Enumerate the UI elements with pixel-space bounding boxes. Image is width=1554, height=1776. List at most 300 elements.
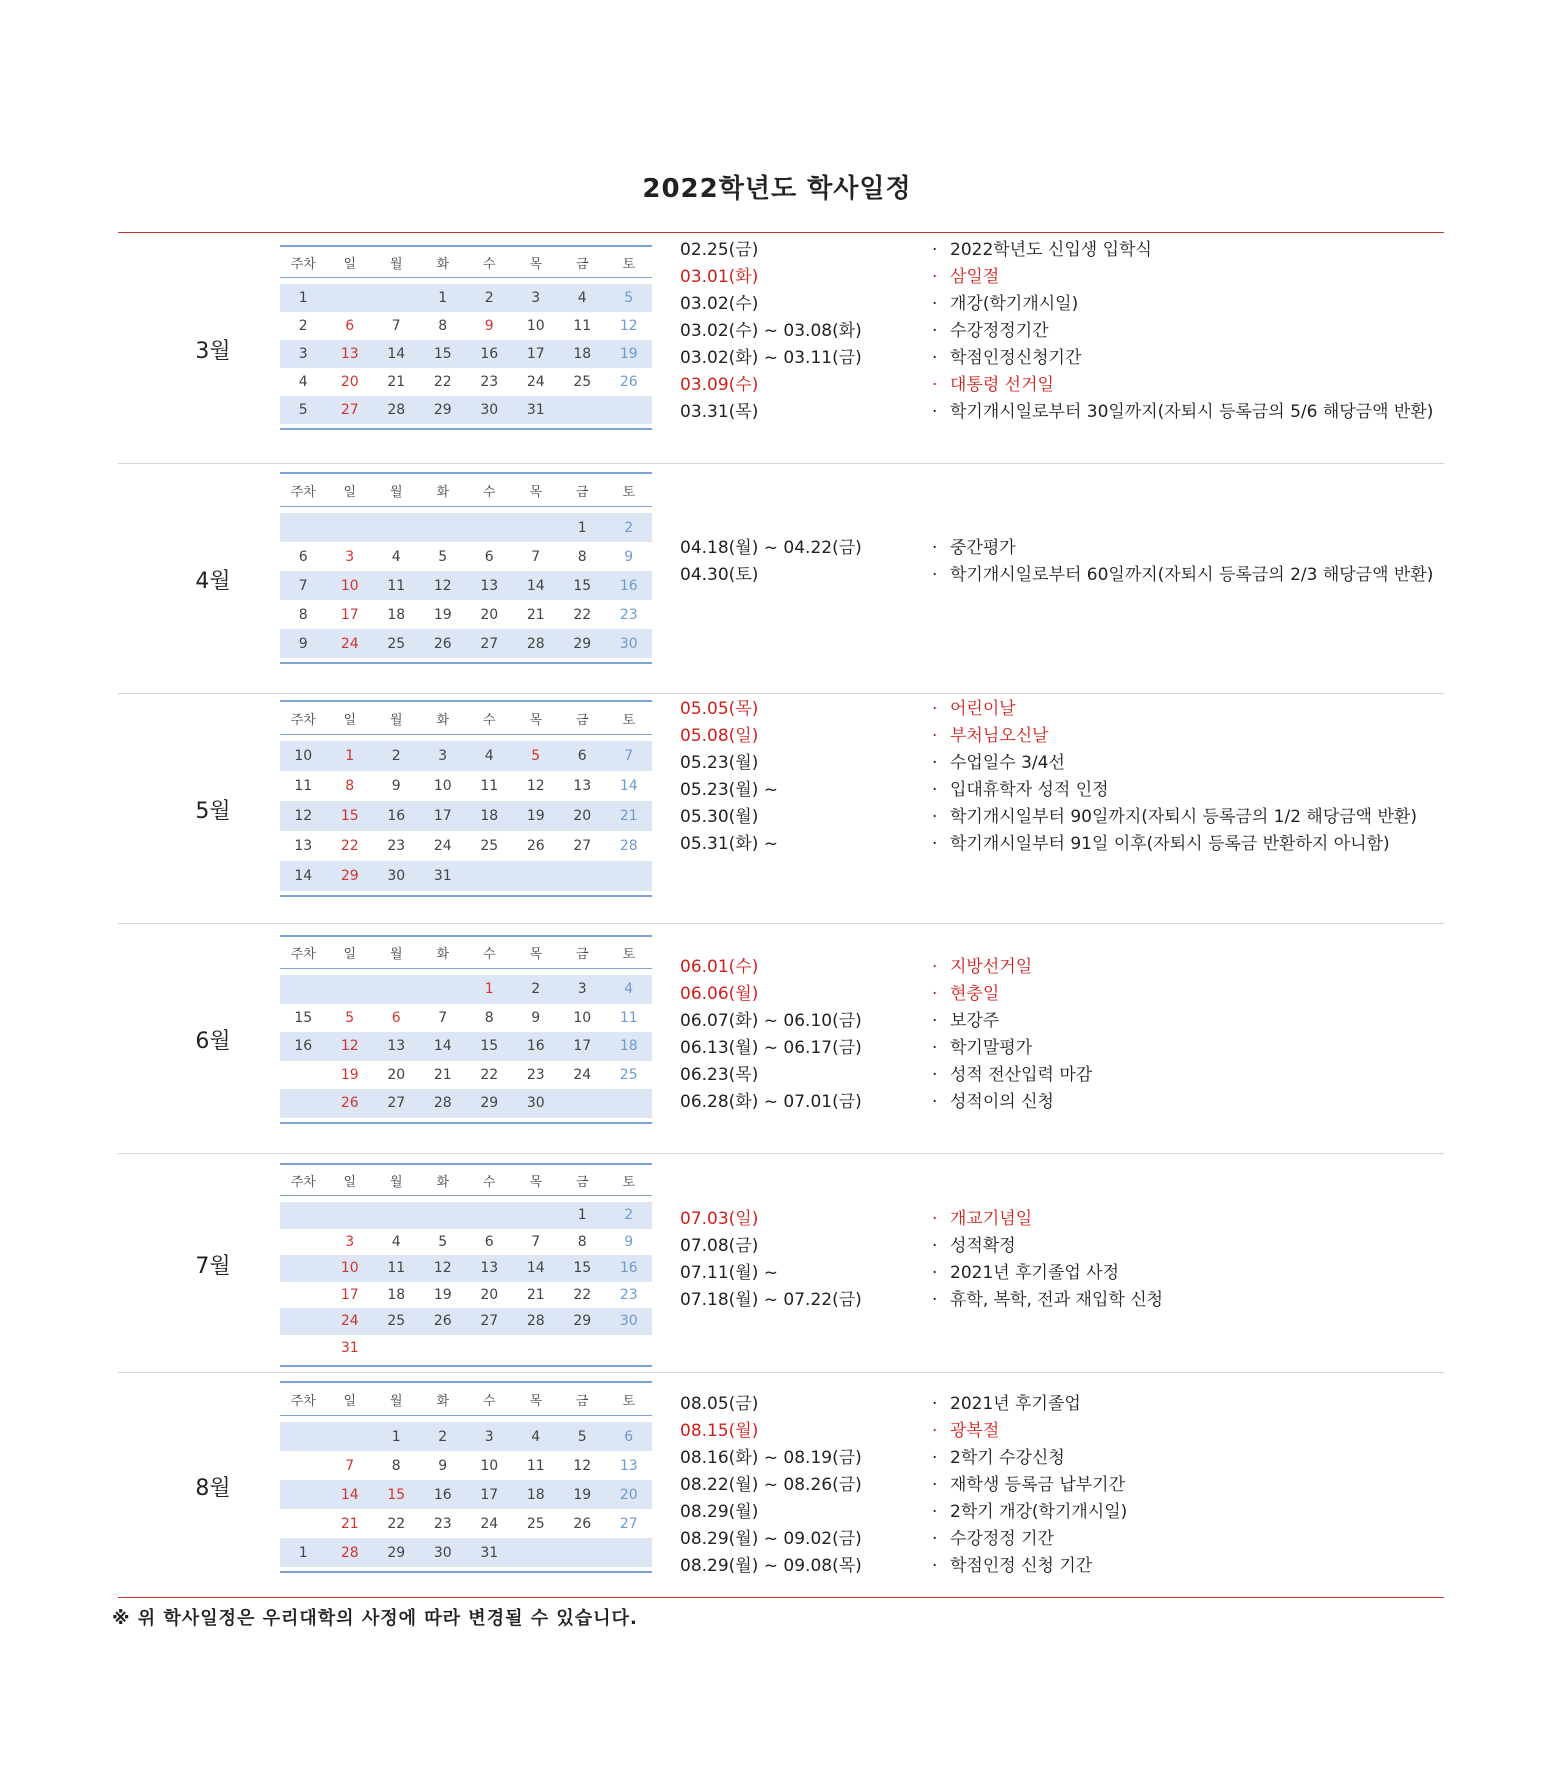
bullet: · (932, 957, 938, 977)
calendar-header-cell: 금 (575, 256, 589, 272)
calendar-header-cell: 일 (343, 256, 357, 272)
calendar-week-row (280, 368, 652, 396)
bullet: · (932, 538, 938, 558)
event-description (932, 1418, 1440, 1445)
event-date: 08.29(월) ~ 09.08(목) (680, 1556, 862, 1576)
bullet: · (932, 1065, 938, 1085)
event-text: 2021년 후기졸업 사정 (950, 1263, 1120, 1283)
bullet: · (932, 1394, 938, 1414)
calendar-day: 20 (619, 1486, 638, 1503)
calendar-day (466, 1202, 513, 1229)
calendar-day: 13 (619, 1457, 638, 1474)
calendar-header-cell: 금 (575, 712, 589, 728)
calendar-day: 22 (433, 374, 452, 390)
calendar-day: 5 (624, 290, 634, 306)
calendar-day: 5 (345, 1009, 355, 1026)
event-description (932, 318, 1440, 345)
calendar-day (513, 1335, 560, 1362)
calendar-day: 9 (531, 1009, 541, 1026)
calendar-day (513, 861, 560, 891)
calendar-header (280, 474, 652, 507)
calendar-day (420, 975, 467, 1004)
week-number: 1 (298, 1544, 308, 1561)
bullet: · (932, 402, 938, 422)
calendar-day: 24 (526, 374, 545, 390)
bullet: · (932, 1263, 938, 1283)
calendar-day: 8 (391, 1457, 401, 1474)
calendar-day: 14 (340, 1486, 359, 1503)
week-number (280, 1422, 327, 1451)
calendar-day: 24 (340, 1313, 359, 1330)
calendar-day (373, 975, 420, 1004)
calendar-day: 17 (433, 808, 452, 824)
calendar-day (606, 1538, 653, 1567)
week-number (280, 1480, 327, 1509)
event-text: 수강정정기간 (950, 321, 1049, 341)
calendar-day: 29 (433, 402, 452, 418)
calendar-day: 30 (619, 635, 638, 652)
month-label: 6월 (195, 1029, 231, 1054)
week-number: 9 (298, 635, 308, 652)
event-text: 지방선거일 (950, 957, 1033, 977)
event-item (680, 1472, 1440, 1499)
week-number (280, 1308, 327, 1335)
event-text: 학기개시일부터 91일 이후(자퇴시 등록금 반환하지 아니함) (950, 834, 1390, 854)
calendar-day: 20 (480, 606, 499, 623)
event-item (680, 345, 1440, 372)
calendar-day: 24 (340, 635, 359, 652)
calendar-day: 28 (526, 635, 545, 652)
event-description (932, 1553, 1440, 1580)
calendar-day: 30 (619, 1313, 638, 1330)
event-date: 07.08(금) (680, 1236, 759, 1256)
calendar-day: 1 (391, 1428, 401, 1445)
week-number: 1 (298, 290, 308, 306)
calendar-week-row (280, 1538, 652, 1567)
calendar-day: 2 (391, 748, 401, 764)
calendar-day: 16 (619, 1260, 638, 1277)
event-text: 개교기념일 (950, 1209, 1033, 1229)
bullet: · (932, 1209, 938, 1229)
event-text: 입대휴학자 성적 인정 (950, 780, 1109, 800)
calendar-day: 10 (433, 778, 452, 794)
event-date: 03.01(화) (680, 267, 759, 287)
event-list (680, 237, 1440, 426)
calendar-week-row (280, 571, 652, 600)
calendar-header-cell: 주차 (290, 256, 316, 272)
calendar-week-row (280, 312, 652, 340)
calendar-day: 25 (387, 1313, 406, 1330)
calendar-day: 8 (438, 318, 448, 334)
calendar-day (606, 1089, 653, 1118)
calendar-day: 13 (340, 346, 359, 362)
calendar-day: 30 (387, 868, 406, 884)
calendar-day: 14 (619, 778, 638, 794)
calendar-bottom-rule (280, 1122, 652, 1124)
event-description (932, 1445, 1440, 1472)
calendar-header-cell: 월 (389, 256, 403, 272)
week-number: 4 (298, 374, 308, 390)
calendar-header-cell: 월 (389, 712, 403, 728)
calendar-day: 2 (484, 290, 494, 306)
calendar-week-row (280, 771, 652, 801)
event-item (680, 1553, 1440, 1580)
calendar-day (420, 1335, 467, 1362)
calendar-header-cell: 수 (482, 256, 496, 272)
bullet: · (932, 1038, 938, 1058)
week-number (280, 1451, 327, 1480)
calendar-header-cell: 월 (389, 947, 403, 962)
calendar-day: 2 (624, 519, 634, 536)
calendar-day: 25 (387, 635, 406, 652)
event-text: 수업일수 3/4선 (950, 753, 1065, 773)
event-description (932, 723, 1440, 750)
calendar-week-row (280, 542, 652, 571)
calendar-header-cell: 수 (482, 1174, 496, 1190)
calendar-day: 7 (624, 748, 634, 764)
calendar-day: 10 (526, 318, 545, 334)
week-number (280, 975, 327, 1004)
bullet: · (932, 375, 938, 395)
event-date: 07.18(월) ~ 07.22(금) (680, 1290, 862, 1310)
calendar-day: 8 (345, 778, 355, 794)
calendar-day: 19 (573, 1486, 592, 1503)
calendar-day: 25 (526, 1515, 545, 1532)
calendar-week-row (280, 600, 652, 629)
calendar-day: 12 (433, 577, 452, 594)
calendar-day: 11 (387, 577, 406, 594)
event-item (680, 750, 1440, 777)
event-description (932, 1526, 1440, 1553)
calendar-bottom-rule (280, 428, 652, 430)
bullet: · (932, 1092, 938, 1112)
calendar-day: 8 (577, 548, 587, 565)
calendar-header-cell: 주차 (290, 1393, 316, 1409)
event-description (932, 1472, 1440, 1499)
calendar-day (327, 284, 374, 312)
event-text: 보강주 (950, 1011, 1000, 1031)
calendar-day: 22 (387, 1515, 406, 1532)
calendar-header-cell: 화 (436, 947, 450, 962)
calendar-day (420, 1202, 467, 1229)
event-date: 03.31(목) (680, 402, 759, 422)
bullet: · (932, 726, 938, 746)
week-number: 16 (294, 1038, 313, 1055)
event-text: 학점인정 신청 기간 (950, 1556, 1093, 1576)
calendar-day: 9 (391, 778, 401, 794)
calendar-header-cell: 토 (622, 1174, 636, 1190)
calendar-day (559, 1089, 606, 1118)
calendar-day: 16 (433, 1486, 452, 1503)
calendar-day: 31 (340, 1339, 359, 1356)
event-date: 07.03(일) (680, 1209, 759, 1229)
calendar-header-cell: 토 (622, 484, 636, 500)
calendar-day (513, 1538, 560, 1567)
event-text: 성적 전산입력 마감 (950, 1065, 1093, 1085)
calendar-day: 11 (573, 318, 592, 334)
event-description (932, 1287, 1440, 1314)
week-number: 11 (294, 778, 313, 794)
event-description (932, 777, 1440, 804)
calendar-day: 15 (433, 346, 452, 362)
calendar-day: 25 (573, 374, 592, 390)
calendar-header-cell: 일 (343, 947, 357, 962)
calendar-day (373, 1202, 420, 1229)
calendar-day: 17 (573, 1038, 592, 1055)
week-number (280, 1229, 327, 1256)
calendar-header-cell: 금 (575, 1393, 589, 1409)
calendar-header-cell: 수 (482, 712, 496, 728)
event-text: 재학생 등록금 납부기간 (950, 1475, 1126, 1495)
bullet: · (932, 753, 938, 773)
week-number (280, 1282, 327, 1309)
event-text: 학기개시일로부터 60일까지(자퇴시 등록금의 2/3 해당금액 반환) (950, 565, 1434, 585)
event-date: 04.30(토) (680, 565, 759, 585)
calendar-week-row (280, 1308, 652, 1335)
calendar-day: 24 (480, 1515, 499, 1532)
event-item (680, 1206, 1440, 1233)
calendar-day: 14 (433, 1038, 452, 1055)
calendar-day: 13 (480, 577, 499, 594)
calendar-week-row (280, 861, 652, 891)
event-item (680, 804, 1440, 831)
event-description (932, 1206, 1440, 1233)
bullet: · (932, 565, 938, 585)
bullet: · (932, 1236, 938, 1256)
event-date: 08.29(월) ~ 09.02(금) (680, 1529, 862, 1549)
calendar-day: 23 (387, 838, 406, 854)
event-description (932, 750, 1440, 777)
event-description (932, 1008, 1440, 1035)
calendar-header-cell: 금 (575, 1174, 589, 1190)
event-text: 학점인정신청기간 (950, 348, 1082, 368)
calendar-week-row (280, 284, 652, 312)
calendar-day: 29 (340, 868, 359, 884)
calendar-week-row (280, 1202, 652, 1229)
calendar-day (466, 861, 513, 891)
calendar-day: 14 (526, 577, 545, 594)
event-item (680, 777, 1440, 804)
calendar-day (559, 1335, 606, 1362)
calendar-day: 26 (340, 1095, 359, 1112)
calendar-day: 3 (345, 548, 355, 565)
calendar-day: 9 (624, 1233, 634, 1250)
calendar-header-cell: 토 (622, 256, 636, 272)
calendar-day: 15 (573, 577, 592, 594)
calendar-week-row (280, 741, 652, 771)
event-item (680, 1499, 1440, 1526)
event-item (680, 1008, 1440, 1035)
event-date: 05.30(월) (680, 807, 759, 827)
calendar-header-cell: 수 (482, 1393, 496, 1409)
calendar-day: 1 (484, 981, 494, 998)
calendar-header-cell: 일 (343, 484, 357, 500)
calendar-day: 18 (573, 346, 592, 362)
calendar-day (606, 396, 653, 424)
calendar-day: 27 (480, 635, 499, 652)
event-list (680, 696, 1440, 858)
event-item (680, 1287, 1440, 1314)
calendar-header-cell: 일 (343, 712, 357, 728)
event-text: 개강(학기개시일) (950, 294, 1079, 314)
calendar-week-row (280, 340, 652, 368)
event-item (680, 1062, 1440, 1089)
footnote: ※ 위 학사일정은 우리대학의 사정에 따라 변경될 수 있습니다. (112, 1608, 638, 1629)
calendar-week-row (280, 1451, 652, 1480)
month-section (118, 1153, 1444, 1373)
event-date: 06.23(목) (680, 1065, 759, 1085)
calendar-day: 23 (480, 374, 499, 390)
calendar-bottom-rule (280, 895, 652, 897)
event-description (932, 1089, 1440, 1116)
calendar-day (606, 1335, 653, 1362)
week-number: 2 (298, 318, 308, 334)
event-description (932, 696, 1440, 723)
week-number: 7 (298, 577, 308, 594)
calendar-day: 21 (433, 1066, 452, 1083)
month-calendar (280, 472, 652, 658)
month-section (118, 923, 1444, 1154)
month-label: 4월 (195, 569, 231, 594)
event-description (932, 345, 1440, 372)
event-item (680, 318, 1440, 345)
event-text: 2학기 수강신청 (950, 1448, 1065, 1468)
event-description (932, 1260, 1440, 1287)
event-item (680, 1035, 1440, 1062)
calendar-day: 4 (531, 1428, 541, 1445)
calendar-day (373, 1335, 420, 1362)
bottom-red-divider (118, 1597, 1444, 1598)
calendar-day: 4 (577, 290, 587, 306)
calendar-day (327, 1422, 374, 1451)
event-description (932, 981, 1440, 1008)
calendar-day (606, 861, 653, 891)
bullet: · (932, 1011, 938, 1031)
event-date: 04.18(월) ~ 04.22(금) (680, 538, 862, 558)
calendar-day: 30 (526, 1095, 545, 1112)
calendar-day: 11 (526, 1457, 545, 1474)
calendar-day: 7 (391, 318, 401, 334)
week-number (280, 1202, 327, 1229)
event-item (680, 1418, 1440, 1445)
calendar-day: 15 (573, 1260, 592, 1277)
calendar-header-cell: 주차 (290, 947, 316, 962)
calendar-day: 5 (531, 748, 541, 764)
calendar-header-cell: 토 (622, 947, 636, 962)
week-number: 15 (294, 1009, 313, 1026)
calendar-header-cell: 주차 (290, 1174, 316, 1190)
calendar-week-row (280, 1061, 652, 1090)
event-list (680, 954, 1440, 1116)
calendar-week-row (280, 396, 652, 424)
calendar-header (280, 1383, 652, 1416)
week-number: 8 (298, 606, 308, 623)
calendar-day: 17 (526, 346, 545, 362)
event-text: 현충일 (950, 984, 1000, 1004)
calendar-week-row (280, 831, 652, 861)
event-date: 03.02(수) (680, 294, 759, 314)
calendar-day: 27 (387, 1095, 406, 1112)
event-text: 부처님오신날 (950, 726, 1049, 746)
calendar-day: 12 (619, 318, 638, 334)
event-description (932, 372, 1440, 399)
event-description (932, 264, 1440, 291)
event-date: 06.06(월) (680, 984, 759, 1004)
event-description (932, 954, 1440, 981)
calendar-day: 28 (619, 838, 638, 854)
calendar-day: 2 (531, 981, 541, 998)
event-description (932, 1035, 1440, 1062)
calendar-day: 24 (573, 1066, 592, 1083)
calendar-week-row (280, 1255, 652, 1282)
calendar-day: 6 (391, 1009, 401, 1026)
bullet: · (932, 1502, 938, 1522)
bullet: · (932, 1475, 938, 1495)
event-description (932, 237, 1440, 264)
calendar-header-cell: 목 (529, 1393, 543, 1409)
event-item (680, 237, 1440, 264)
calendar-day: 21 (340, 1515, 359, 1532)
calendar-day: 20 (573, 808, 592, 824)
event-date: 05.23(월) (680, 753, 759, 773)
calendar-day: 23 (526, 1066, 545, 1083)
calendar-day: 9 (624, 548, 634, 565)
calendar-day: 4 (391, 548, 401, 565)
calendar-day: 6 (484, 548, 494, 565)
calendar-day (559, 396, 606, 424)
bullet: · (932, 984, 938, 1004)
event-date: 03.09(수) (680, 375, 759, 395)
calendar-header-cell: 토 (622, 1393, 636, 1409)
calendar-header-cell: 목 (529, 1174, 543, 1190)
week-number: 5 (298, 402, 308, 418)
event-text: 2학기 개강(학기개시일) (950, 1502, 1128, 1522)
event-date: 03.02(화) ~ 03.11(금) (680, 348, 862, 368)
calendar-day (373, 284, 420, 312)
calendar-day: 6 (624, 1428, 634, 1445)
event-list (680, 535, 1440, 589)
calendar-header-cell: 토 (622, 712, 636, 728)
bullet: · (932, 1556, 938, 1576)
event-description (932, 1499, 1440, 1526)
week-number (280, 1335, 327, 1362)
bullet: · (932, 321, 938, 341)
calendar-day: 8 (484, 1009, 494, 1026)
calendar-day: 21 (526, 1286, 545, 1303)
calendar-day: 17 (340, 606, 359, 623)
calendar-day: 29 (480, 1095, 499, 1112)
calendar-day (559, 861, 606, 891)
calendar-day: 26 (433, 1313, 452, 1330)
calendar-day: 23 (433, 1515, 452, 1532)
event-item (680, 723, 1440, 750)
calendar-day: 18 (480, 808, 499, 824)
bullet: · (932, 834, 938, 854)
calendar-day: 1 (577, 1207, 587, 1224)
calendar-week-row (280, 1509, 652, 1538)
calendar-header-cell: 목 (529, 947, 543, 962)
week-number (280, 1061, 327, 1090)
calendar-day: 9 (484, 318, 494, 334)
calendar-week-row (280, 1282, 652, 1309)
calendar-bottom-rule (280, 662, 652, 664)
calendar-day: 11 (619, 1009, 638, 1026)
calendar-day: 16 (480, 346, 499, 362)
calendar-day: 16 (387, 808, 406, 824)
event-date: 05.05(목) (680, 699, 759, 719)
calendar-day: 17 (340, 1286, 359, 1303)
calendar-day: 11 (387, 1260, 406, 1277)
